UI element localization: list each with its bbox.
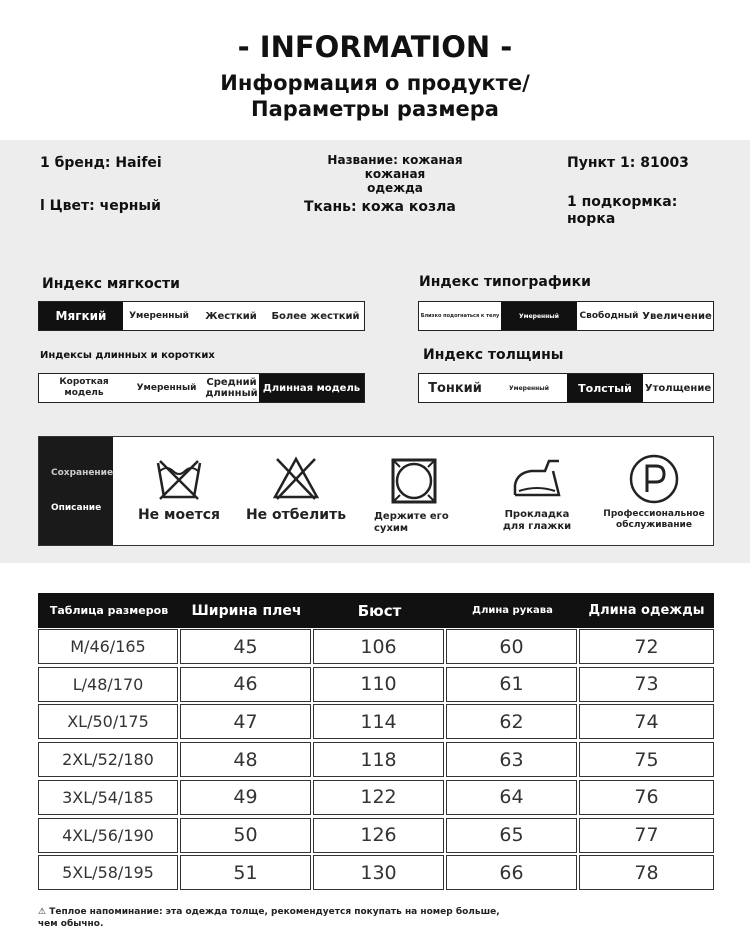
professional-clean-icon — [628, 453, 680, 505]
softness-option: Мягкий — [39, 302, 123, 330]
subtitle-line-1: Информация о продукте/ — [220, 71, 530, 95]
subtitle-line-2: Параметры размера — [251, 97, 499, 121]
header — [0, 0, 750, 140]
typography-label: Индекс типографики — [419, 274, 591, 290]
length-scale — [38, 373, 365, 403]
size-cell: 4XL/56/190 — [38, 818, 178, 853]
care-caption: Не отбелить — [245, 507, 347, 523]
title-text: INFORMATION — [259, 30, 491, 64]
care-instructions — [38, 436, 714, 546]
softness-option: Жесткий — [205, 310, 257, 322]
size-cell: M/46/165 — [38, 629, 178, 664]
measure-cell: 61 — [446, 667, 577, 702]
measure-cell: 75 — [579, 742, 714, 777]
lining-line-1: 1 подкормка: — [567, 194, 678, 210]
measure-cell: 66 — [446, 855, 577, 890]
care-item-ironing — [497, 455, 577, 533]
typography-option: Умеренный — [501, 302, 577, 330]
care-caption: Не моется — [137, 507, 221, 523]
softness-label: Индекс мягкости — [42, 276, 180, 292]
typography-scale — [418, 301, 714, 331]
size-cell: 5XL/58/195 — [38, 855, 178, 890]
size-cell: 2XL/52/180 — [38, 742, 178, 777]
measure-cell: 62 — [446, 704, 577, 739]
care-item-no-wash — [129, 455, 229, 523]
measure-cell: 51 — [180, 855, 311, 890]
typography-option: Свободный — [579, 310, 639, 321]
length-option: Умеренный — [136, 382, 197, 393]
measure-cell: 74 — [579, 704, 714, 739]
lining-info — [567, 194, 677, 228]
measure-cell: 64 — [446, 780, 577, 815]
header-length: Длина одежды — [588, 603, 705, 618]
no-bleach-icon — [271, 455, 321, 501]
no-wash-icon — [154, 455, 204, 501]
measure-cell: 48 — [180, 742, 311, 777]
header-bust: Бюст — [357, 601, 402, 620]
length-option: Длинная модель — [259, 374, 364, 402]
page-title — [0, 30, 750, 64]
care-caption-line: Прокладка — [504, 509, 570, 520]
care-item-keep-dry — [369, 457, 459, 535]
product-name-info — [300, 153, 490, 195]
care-caption — [497, 509, 577, 533]
measure-cell: 65 — [446, 818, 577, 853]
title-dash-right: - — [490, 30, 513, 64]
measure-cell: 47 — [180, 704, 311, 739]
typography-option: Близко подогнаться к телу — [420, 312, 500, 319]
softness-option: Умеренный — [129, 310, 189, 321]
care-caption-line: обслуживание — [616, 520, 692, 530]
care-caption-line: для глажки — [502, 521, 572, 532]
measure-cell: 110 — [313, 667, 444, 702]
lining-line-2: норка — [567, 211, 616, 227]
care-item-no-bleach — [241, 455, 351, 523]
size-cell: L/48/170 — [38, 667, 178, 702]
thickness-option: Толстый — [567, 374, 643, 402]
care-caption — [369, 511, 459, 535]
product-name-line-1: Название: кожаная кожаная — [327, 153, 463, 181]
length-option: Короткая модель — [59, 377, 109, 398]
size-table-header — [38, 593, 714, 628]
title-dash-left: - — [237, 30, 260, 64]
measure-cell: 45 — [180, 629, 311, 664]
thickness-scale — [418, 373, 714, 403]
measure-cell: 126 — [313, 818, 444, 853]
measure-cell: 50 — [180, 818, 311, 853]
measure-cell: 72 — [579, 629, 714, 664]
product-name-line-2: одежда — [367, 181, 423, 195]
care-label-storage: Сохранение — [51, 468, 114, 478]
color-info: l Цвет: черный — [40, 198, 161, 214]
warm-reminder-note — [38, 906, 538, 930]
size-cell: 3XL/54/185 — [38, 780, 178, 815]
care-caption — [595, 509, 713, 531]
measure-cell: 46 — [180, 667, 311, 702]
length-label: Индексы длинных и коротких — [40, 350, 215, 361]
measure-cell: 60 — [446, 629, 577, 664]
thickness-label: Индекс толщины — [423, 347, 564, 363]
measure-cell: 78 — [579, 855, 714, 890]
softness-scale — [38, 301, 365, 331]
size-cell: XL/50/175 — [38, 704, 178, 739]
measure-cell: 77 — [579, 818, 714, 853]
softness-option: Более жесткий — [271, 310, 360, 322]
measure-cell: 114 — [313, 704, 444, 739]
measure-cell: 73 — [579, 667, 714, 702]
note-line-2: чем обычно. — [38, 919, 104, 929]
header-shoulder: Ширина плеч — [191, 602, 302, 619]
care-caption-line: сухим — [374, 523, 409, 534]
care-item-professional — [595, 453, 713, 531]
typography-option: Увеличение — [642, 310, 712, 322]
dry-square-icon — [390, 457, 438, 505]
header-sleeve: Длина рукава — [472, 605, 553, 616]
measure-cell: 130 — [313, 855, 444, 890]
measure-cell: 63 — [446, 742, 577, 777]
measure-cell: 122 — [313, 780, 444, 815]
length-option: Средний длинный — [205, 377, 258, 399]
thickness-option: Тонкий — [428, 380, 482, 396]
brand-info: 1 бренд: Haifei — [40, 155, 162, 171]
care-label-panel — [39, 437, 113, 545]
care-caption-line: Профессиональное — [603, 509, 705, 519]
measure-cell: 49 — [180, 780, 311, 815]
measure-cell: 106 — [313, 629, 444, 664]
thickness-option: Умеренный — [509, 384, 549, 392]
fabric-info: Ткань: кожа козла — [304, 199, 456, 215]
item-number-info: Пункт 1: 81003 — [567, 155, 689, 171]
measure-cell: 76 — [579, 780, 714, 815]
page-subtitle — [0, 70, 750, 122]
measure-cell: 118 — [313, 742, 444, 777]
header-size: Таблица размеров — [49, 604, 169, 617]
care-label-description: Описание — [51, 503, 102, 513]
note-line-1: ⚠ Теплое напоминание: эта одежда толще, рекомендуется покупать на номер больше, — [38, 907, 500, 917]
thickness-option: Утолщение — [644, 382, 712, 394]
care-caption-line: Держите его — [374, 511, 449, 522]
iron-icon — [509, 455, 565, 503]
